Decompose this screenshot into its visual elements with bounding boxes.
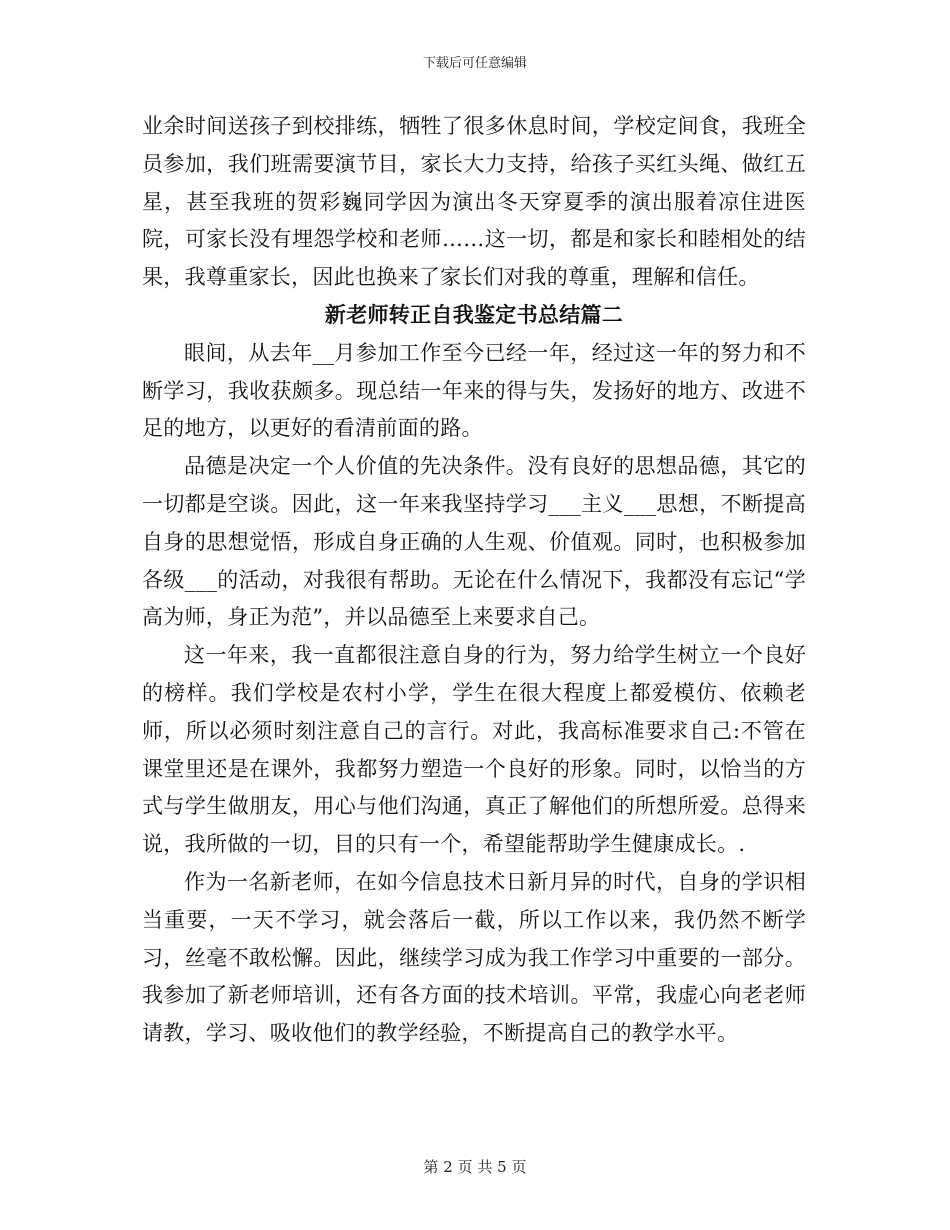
page-footer: 第 2 页 共 5 页 [423,1158,527,1176]
paragraph-continued: 业余时间送孩子到校排练，牺牲了很多休息时间，学校定间食，我班全员参加，我们班需要演节目，家长大力支持，给孩子买红头绳、做红五星，甚至我班的贺彩巍同学因为演出冬天穿夏季的演出服着凉住进医院，可家长没有埋怨学校和老师……这一切，都是和家长和睦相处的结果，我尊重家长，因此也换来了家长们对我的尊重，理解和信任。 [142,114,806,290]
document-body [142,108,806,1053]
page-header: 下载后可任意编辑 [422,56,527,71]
paragraph-morality: 品德是决定一个人价值的先决条件。没有良好的思想品德，其它的一切都是空谈。因此，这一年来我坚持学习___主义___思想，不断提高自身的思想觉悟，形成自身正确的人生观、价值观。同时，也积极参加各级___的活动，对我很有帮助。无论在什么情况下，我都没有忘记“学高为师，身正为范”，并以品德至上来要求自己。 [142,454,806,630]
paragraph-behavior: 这一年来，我一直都很注意自身的行为，努力给学生树立一个良好的榜样。我们学校是农村小学，学生在很大程度上都爱模仿、依赖老师，所以必须时刻注意自己的言行。对此，我高标准要求自己:不管在课堂里还是在课外，我都努力塑造一个良好的形象。同时，以恰当的方式与学生做朋友，用心与他们沟通，真正了解他们的所想所爱。总得来说，我所做的一切，目的只有一个，希望能帮助学生健康成长。. [142,643,806,857]
section-title: 新老师转正自我鉴定书总结篇二 [324,302,624,327]
paragraph-intro: 眼间，从去年__月参加工作至今已经一年，经过这一年的努力和不断学习，我收获颇多。现总结一年来的得与失，发扬好的地方、改进不足的地方，以更好的看清前面的路。 [142,340,806,441]
paragraph-learning: 作为一名新老师，在如今信息技术日新月异的时代，自身的学识相当重要，一天不学习，就会落后一截，所以工作以来，我仍然不断学习，丝毫不敢松懈。因此，继续学习成为我工作学习中重要的一部分。我参加了新老师培训，还有各方面的技术培训。平常，我虚心向老老师请教，学习、吸收他们的教学经验，不断提高自己的教学水平。 [142,869,806,1046]
